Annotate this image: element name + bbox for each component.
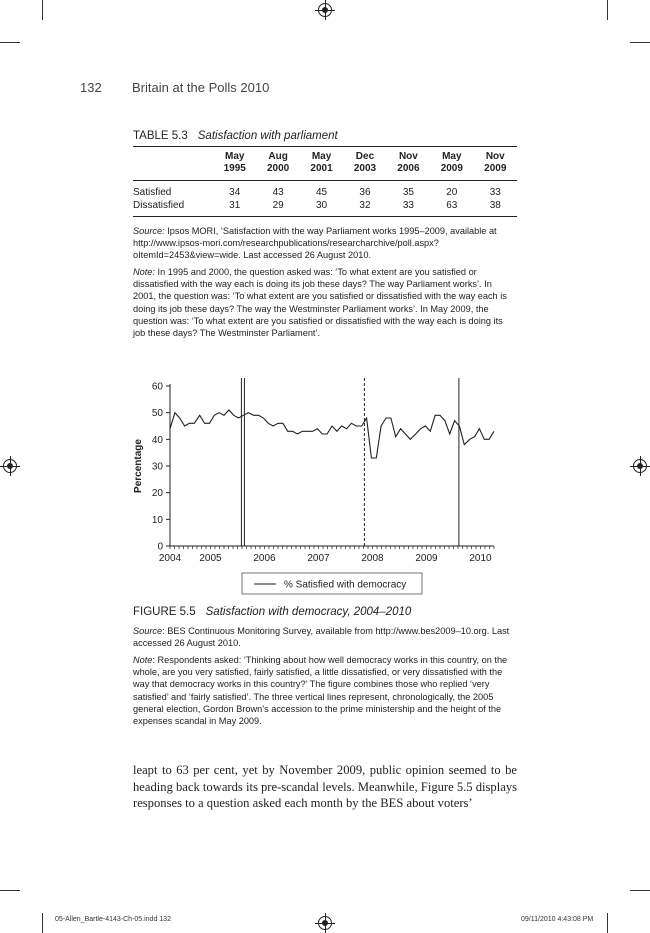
crop-mark [42, 0, 43, 20]
table-label: TABLE 5.3 [133, 130, 188, 142]
table-column-header [256, 147, 299, 181]
table-cell: 45 [315, 187, 328, 198]
column-year: 2006 [397, 163, 420, 174]
running-title: Britain at the Polls 2010 [132, 80, 270, 95]
column-month: May [311, 151, 332, 162]
footer-file-info: 05-Allen_Bartle-4143-Ch-05.indd 132 [55, 916, 171, 923]
registration-mark-icon [633, 459, 647, 473]
table-cell: 63 [430, 199, 473, 217]
crop-mark [0, 42, 20, 43]
figure-source [133, 625, 517, 649]
table-column-header [343, 147, 386, 181]
table-row [133, 199, 517, 217]
figure-note-label: Note [133, 655, 153, 665]
registration-mark-icon [3, 459, 17, 473]
y-tick-label: 20 [151, 488, 163, 500]
table-column-header [300, 147, 343, 181]
y-axis-label: Percentage [133, 439, 144, 493]
y-tick-label: 40 [151, 434, 163, 446]
crop-mark [607, 0, 608, 20]
table-cell: 32 [343, 199, 386, 217]
column-year: 2000 [267, 163, 290, 174]
satisfaction-table [133, 146, 517, 217]
row-label: Dissatisfied [133, 199, 213, 217]
table-cell: 33 [489, 187, 501, 198]
series-line-satisfied [170, 410, 494, 458]
column-year: 2009 [484, 163, 507, 174]
table-cell: 30 [300, 199, 343, 217]
body-paragraph: leapt to 63 per cent, yet by November 2009, public opinion seemed to be heading back towards its pre-scandal levels. Meanwhile, Figure 5.5 displays responses to a question asked each month by the BES about voters’ [133, 763, 518, 810]
y-tick-label: 10 [151, 514, 163, 526]
y-tick-label: 60 [151, 381, 163, 393]
column-year: 1995 [223, 163, 246, 174]
column-year: 2003 [353, 163, 377, 174]
footer-timestamp: 09/11/2010 4:43:08 PM [521, 916, 594, 923]
table-title: Satisfaction with parliament [197, 130, 338, 142]
column-month: Nov [398, 151, 418, 162]
x-tick-label: 2004 [158, 553, 182, 564]
running-head [80, 80, 269, 95]
table-cell: 33 [387, 199, 430, 217]
page-number: 132 [80, 80, 102, 95]
column-year: 2009 [440, 163, 463, 174]
x-tick-label: 2007 [307, 553, 330, 564]
column-month: May [442, 151, 462, 162]
table-source-text: Ipsos MORI, ‘Satisfaction with the way Parliament works 1995–2009, available at http://www.ipsos-mori.com/researchpublications/researcharchive/poll.aspx?oItemId=2453&view=wide. Last accessed 26 August 2010. [133, 226, 497, 261]
figure-note-text: : Respondents asked: ‘Thinking about how well democracy works in this country, on the whole, are you very satisfied, fairly satisfied, a little dissatisfied, or very dissatisfied with the way that democracy works in this country?’ The figure combines those who replied ‘very satisfied’ and ‘fairly satisfied’. The three vertical lines represent, chronologically, the 2005 general election, Gordon Brown’s accession to the prime ministership and the height of the expenses scandal in May 2009. [133, 655, 508, 727]
registration-mark-icon [318, 3, 332, 17]
column-month: Nov [485, 151, 505, 162]
y-tick-label: 30 [151, 461, 163, 473]
table-note [133, 266, 517, 339]
figure-source-label: Source [133, 626, 163, 636]
table-column-header [430, 147, 473, 181]
table-note-label: Note: [133, 267, 155, 277]
table-cell: 36 [359, 187, 371, 198]
table-cell: 38 [474, 199, 517, 217]
y-tick-label: 50 [151, 408, 163, 420]
x-tick-label: 2009 [415, 553, 438, 564]
crop-mark [42, 913, 43, 933]
figure-note [133, 654, 517, 727]
table-column-header [474, 147, 517, 181]
x-tick-label: 2008 [361, 553, 384, 564]
registration-mark-icon [318, 916, 332, 930]
x-tick-label: 2006 [253, 553, 276, 564]
table-column-header [387, 147, 430, 181]
column-year: 2001 [310, 163, 333, 174]
crop-mark [0, 890, 20, 891]
table-source [133, 225, 517, 262]
table-note-text: In 1995 and 2000, the question asked was: ‘To what extent are you satisfied or dissatisfied with the way each is doing its job these days? The way Parliament works’. In 2001, the question was: ‘To what extent are you satisfied or dissatisfied with the way each is doing its job these days? The way the Westminster Parliament works’. In May 2009, the question was: ‘To what extent are you satisfied or dissatisfied with the way each is doing its job these days? The Westminster Parliament’. [133, 267, 507, 339]
x-tick-label: 2010 [469, 553, 492, 564]
column-month: Dec [355, 151, 375, 162]
crop-mark [630, 42, 650, 43]
legend-label: % Satisfied with democracy [284, 579, 407, 591]
table-cell: 31 [213, 199, 256, 217]
figure-source-text: : BES Continuous Monitoring Survey, available from http://www.bes2009–10.org. Last accessed 26 August 2010. [133, 626, 510, 649]
table-cell: 29 [256, 199, 299, 217]
figure-title: Satisfaction with democracy, 2004–2010 [205, 606, 412, 618]
x-tick-label: 2005 [199, 553, 222, 564]
table-row [133, 181, 517, 200]
crop-mark [607, 913, 608, 933]
table-cell: 34 [229, 187, 241, 198]
y-tick-label: 0 [157, 541, 163, 553]
table-cell: 43 [272, 187, 284, 198]
column-month: Aug [268, 151, 288, 162]
table-cell: 20 [446, 187, 458, 198]
table-header-blank [133, 147, 213, 181]
table-caption [133, 130, 338, 142]
democracy-satisfaction-chart [120, 370, 520, 596]
column-month: May [224, 151, 245, 162]
table-cell: 35 [402, 187, 414, 198]
figure-label: FIGURE 5.5 [133, 606, 196, 618]
row-label: Satisfied [133, 187, 172, 198]
figure-caption [133, 606, 411, 618]
crop-mark [630, 890, 650, 891]
table-source-label: Source: [133, 226, 165, 236]
table-column-header [213, 147, 256, 181]
